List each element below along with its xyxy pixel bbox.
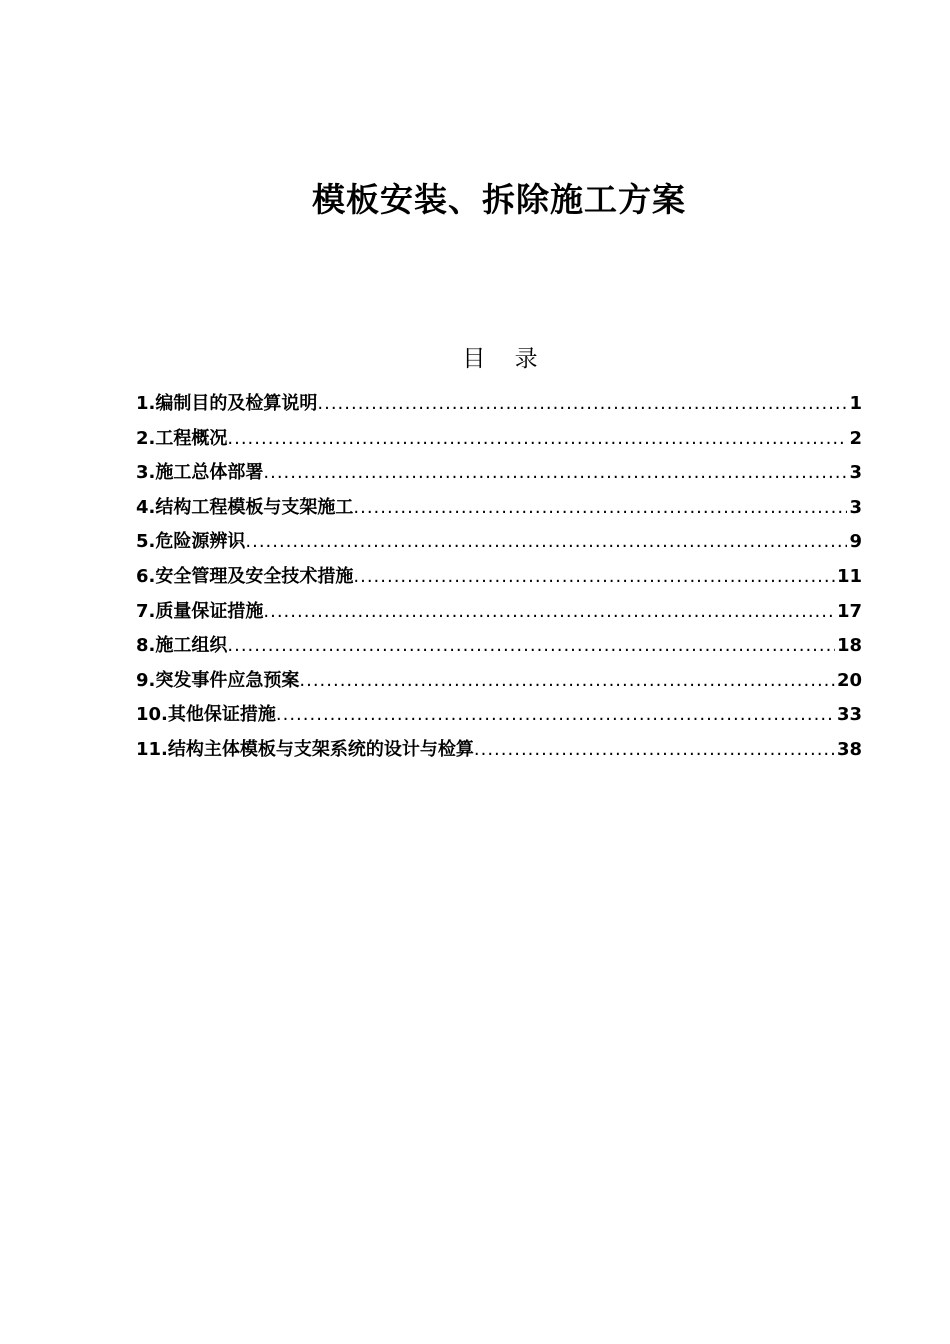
toc-page-number: 33: [836, 704, 862, 726]
toc-page-number: 9: [849, 531, 862, 553]
toc-entry-label: 6.安全管理及安全技术措施: [136, 565, 354, 587]
table-of-contents: [136, 387, 862, 768]
toc-entry[interactable]: [136, 664, 862, 699]
toc-entry-label: 4.结构工程模板与支架施工: [136, 496, 354, 518]
toc-page-number: 18: [836, 635, 862, 657]
toc-entry[interactable]: [136, 525, 862, 560]
toc-entry[interactable]: [136, 595, 862, 630]
toc-page-number: 11: [836, 565, 862, 587]
toc-entry-label: 3.施工总体部署: [136, 462, 264, 484]
toc-entry[interactable]: [136, 629, 862, 664]
toc-dot-leader: [474, 733, 835, 767]
toc-dot-leader: [263, 456, 847, 490]
toc-page-number: 3: [849, 462, 862, 484]
toc-dot-leader: [245, 525, 847, 559]
toc-page-number: 17: [836, 600, 862, 622]
toc-dot-leader: [227, 629, 835, 663]
document-title: 模板安装、拆除施工方案: [312, 180, 686, 219]
toc-entry[interactable]: [136, 422, 862, 457]
toc-entry-label: 7.质量保证措施: [136, 600, 264, 622]
toc-entry-label: 9.突发事件应急预案: [136, 669, 300, 691]
toc-page-number: 3: [849, 496, 862, 518]
toc-page-number: 1: [849, 393, 862, 414]
toc-dot-leader: [353, 491, 847, 525]
toc-dot-leader: [299, 664, 835, 698]
toc-entry-label: 8.施工组织: [136, 635, 228, 657]
toc-heading: 目 录: [462, 346, 538, 372]
toc-page-number: 2: [849, 427, 862, 449]
toc-entry-label: 1.编制目的及检算说明: [136, 393, 318, 414]
toc-entry[interactable]: [136, 733, 862, 768]
toc-page-number: 38: [836, 738, 862, 760]
toc-dot-leader: [263, 595, 835, 629]
toc-entry-label: 10.其他保证措施: [136, 704, 276, 726]
toc-entry-label: 5.危险源辨识: [136, 531, 246, 553]
toc-entry[interactable]: [136, 456, 862, 491]
toc-entry[interactable]: [136, 698, 862, 733]
toc-entry[interactable]: [136, 491, 862, 526]
toc-page-number: 20: [836, 669, 862, 691]
toc-entry-label: 2.工程概况: [136, 427, 228, 449]
toc-entry[interactable]: [136, 560, 862, 595]
toc-dot-leader: [276, 698, 835, 732]
toc-entry-label: 11.结构主体模板与支架系统的设计与检算: [136, 738, 474, 760]
toc-dot-leader: [227, 422, 847, 456]
toc-dot-leader: [353, 560, 835, 594]
toc-dot-leader: [317, 387, 847, 421]
toc-entry[interactable]: [136, 387, 862, 422]
